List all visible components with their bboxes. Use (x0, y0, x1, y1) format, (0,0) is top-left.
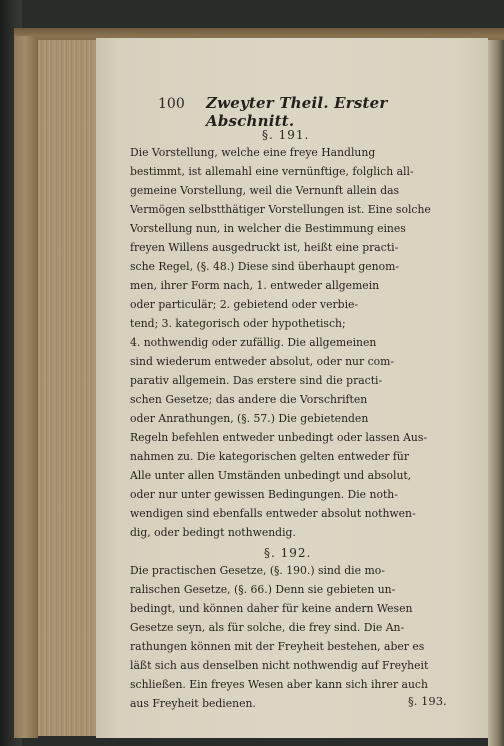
page-right-edge (488, 40, 504, 746)
text-line: gemeine Vorstellung, weil die Vernunft allein das (130, 184, 400, 197)
page-edges (38, 40, 96, 736)
text-line: men, ihrer Form nach, 1. entweder allgemein (130, 279, 380, 292)
text-line: sche Regel, (§. 48.) Diese sind überhaupt genom- (130, 260, 400, 273)
text-line: nahmen zu. Die kategorischen gelten entweder für (130, 450, 410, 463)
section-heading-191: §. 191. (262, 128, 310, 142)
page-header (158, 94, 478, 130)
text-line: tend; 3. kategorisch oder hypothetisch; (130, 317, 346, 330)
text-line: aus Freyheit bedienen. (130, 697, 256, 710)
text-line: schen Gesetze; das andere die Vorschriften (130, 393, 368, 406)
text-line: ralischen Gesetze, (§. 66.) Denn sie gebieten un- (130, 583, 396, 596)
text-line: Vermögen selbstthätiger Vorstellungen ist. Eine solche (130, 203, 431, 216)
text-line: Vorstellung nun, in welcher die Bestimmung eines (130, 222, 406, 235)
text-line: oder particulär; 2. gebietend oder verbie- (130, 298, 359, 311)
text-line: bestimmt, ist allemahl eine vernünftige, folglich all- (130, 165, 414, 178)
text-line: Gesetze seyn, als für solche, die frey sind. Die An- (130, 621, 405, 634)
page-number: 100 (158, 96, 185, 112)
text-line: oder nur unter gewissen Bedingungen. Die noth- (130, 488, 398, 501)
book-cover-spine (14, 36, 38, 738)
text-line: Die Vorstellung, welche eine freye Handlung (130, 146, 376, 159)
running-head: Zweyter Theil. Erster Abschnitt. (206, 94, 388, 130)
text-line: Die practischen Gesetze, (§. 190.) sind die mo- (130, 564, 385, 577)
text-line: sind wiederum entweder absolut, oder nur com- (130, 355, 394, 368)
text-line: 4. nothwendig oder zufällig. Die allgemeinen (130, 336, 377, 349)
text-line: bedingt, und können daher für keine andern Wesen (130, 602, 413, 615)
section-heading-192: §. 192. (264, 546, 312, 560)
text-line: oder Anrathungen, (§. 57.) Die gebietenden (130, 412, 369, 425)
text-line: rathungen können mit der Freyheit bestehen, aber es (130, 640, 425, 653)
text-line: schließen. Ein freyes Wesen aber kann sich ihrer auch (130, 678, 428, 691)
text-line: läßt sich aus denselben nicht nothwendig auf Freyheit (130, 659, 429, 672)
text-line: freyen Willens ausgedruckt ist, heißt eine practi- (130, 241, 399, 254)
text-line: parativ allgemein. Das erstere sind die practi- (130, 374, 383, 387)
text-line: dig, oder bedingt nothwendig. (130, 526, 296, 539)
text-line: Alle unter allen Umständen unbedingt und absolut, (130, 469, 412, 482)
text-line: Regeln befehlen entweder unbedingt oder lassen Aus- (130, 431, 428, 444)
text-line: wendigen sind ebenfalls entweder absolut nothwen- (130, 507, 416, 520)
catchword: §. 193. (408, 694, 447, 708)
